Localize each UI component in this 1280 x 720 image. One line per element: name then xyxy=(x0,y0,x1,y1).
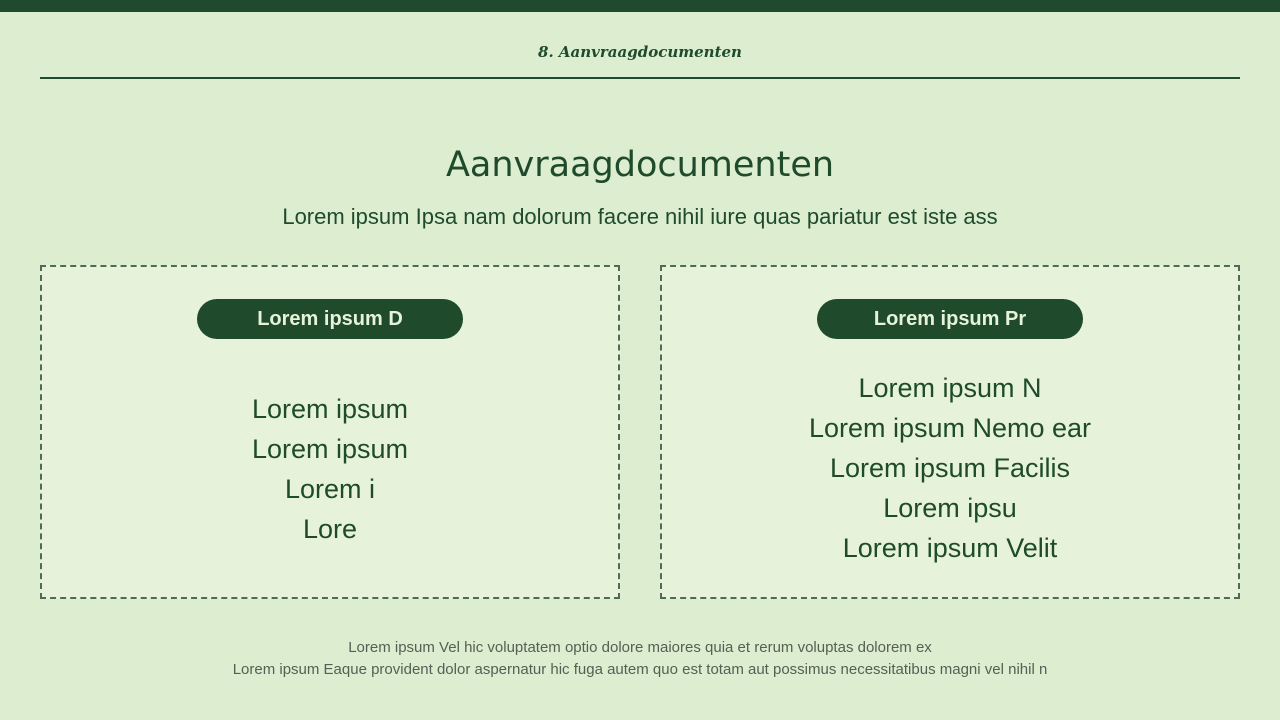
footer-notes xyxy=(0,637,1280,681)
footer-line: Lorem ipsum Eaque provident dolor aspernatur hic fuga autem quo est totam aut possimus necessitatibus magni vel nihil n xyxy=(232,661,1048,678)
list-item: Lorem ipsum Nemo ear xyxy=(808,413,1092,443)
list-item: Lorem i xyxy=(284,474,376,504)
list-item: Lorem ipsum Facilis xyxy=(829,453,1071,483)
list-item: Lorem ipsum N xyxy=(858,373,1042,403)
list-item: Lore xyxy=(302,514,358,544)
top-bar xyxy=(0,0,1280,12)
card-item-list xyxy=(662,368,1238,568)
list-item: Lorem ipsu xyxy=(883,493,1017,523)
list-item: Lorem ipsum xyxy=(251,434,409,464)
page-subtitle: Lorem ipsum Ipsa nam dolorum facere nihil iure quas pariatur est iste ass xyxy=(282,204,998,229)
card-right xyxy=(660,265,1240,599)
page-title: Aanvraagdocumenten xyxy=(445,145,835,185)
card-label-pill: Lorem ipsum D xyxy=(197,299,463,339)
card-item-list xyxy=(42,389,618,549)
card-label-pill: Lorem ipsum Pr xyxy=(817,299,1083,339)
section-header: 8. Aanvraagdocumenten xyxy=(538,43,742,61)
header-divider xyxy=(40,77,1240,79)
footer-line: Lorem ipsum Vel hic voluptatem optio dolore maiores quia et rerum voluptas dolorem ex xyxy=(348,639,932,656)
list-item: Lorem ipsum xyxy=(251,394,409,424)
card-left xyxy=(40,265,620,599)
list-item: Lorem ipsum Velit xyxy=(842,533,1058,563)
